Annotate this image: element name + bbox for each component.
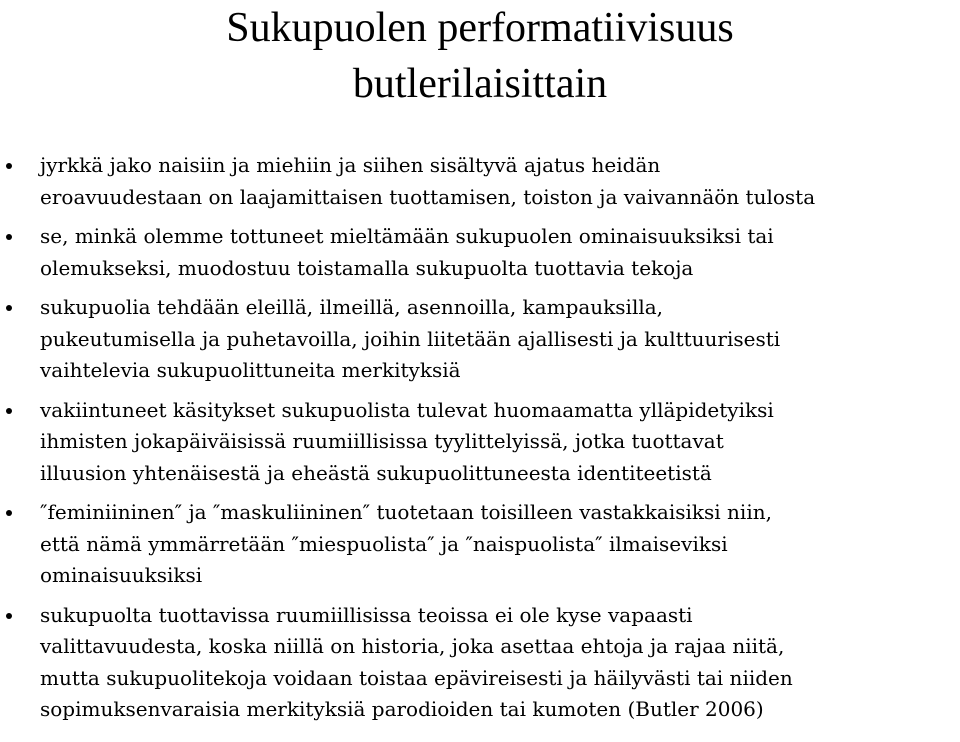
- bullet-text: [40, 497, 952, 592]
- bullet-line: valittavuudesta, koska niillä on historia, joka asettaa ehtoja ja rajaa niitä,: [40, 634, 785, 658]
- title-line-2: butlerilaisittain: [352, 61, 608, 107]
- bullet-line: sukupuolia tehdään eleillä, ilmeillä, asennoilla, kampauksilla,: [40, 295, 664, 319]
- title-line-1: Sukupuolen performatiivisuus: [226, 5, 734, 51]
- bullet-item: [0, 497, 960, 592]
- bullet-dot-icon: [6, 613, 12, 619]
- bullet-line: mutta sukupuolitekoja voidaan toistaa epävireisesti ja häilyvästi tai niiden: [40, 665, 793, 690]
- bullet-line: sukupuolta tuottavissa ruumiillisissa teoissa ei ole kyse vapaasti: [40, 602, 693, 627]
- bullet-dot-icon: [6, 408, 12, 414]
- bullet-text: [40, 395, 952, 490]
- bullet-text: [40, 150, 952, 213]
- bullet-line: eroavuudestaan on laajamittaisen tuottamisen, toiston ja vaivannäön tulosta: [40, 184, 816, 209]
- bullet-dot-icon: [6, 510, 12, 516]
- bullet-line: vaihtelevia sukupuolittuneita merkityksiä: [40, 358, 461, 382]
- bullet-line: että nämä ymmärretään ″miespuolista″ ja ″naispuolista″ ilmaiseviksi: [40, 531, 728, 556]
- bullet-list: [0, 150, 960, 734]
- bullet-dot-icon: [6, 305, 12, 311]
- bullet-line: jyrkkä jako naisiin ja miehiin ja siihen sisältyvä ajatus heidän: [40, 153, 661, 177]
- slide-title: [0, 0, 960, 112]
- bullet-dot-icon: [6, 234, 12, 240]
- bullet-line: vakiintuneet käsitykset sukupuolista tulevat huomaamatta ylläpidetyiksi: [40, 397, 774, 422]
- bullet-text: [40, 221, 952, 284]
- bullet-item: [0, 600, 960, 726]
- bullet-line: olemukseksi, muodostuu toistamalla sukupuolta tuottavia tekoja: [40, 255, 694, 280]
- bullet-item: [0, 221, 960, 284]
- bullet-line: se, minkä olemme tottuneet mieltämään sukupuolen ominaisuuksiksi tai: [40, 224, 774, 248]
- bullet-text: [40, 600, 952, 726]
- bullet-line: illuusion yhtenäisestä ja eheästä sukupuolittuneesta identiteetistä: [40, 460, 712, 485]
- bullet-item: [0, 395, 960, 490]
- bullet-line: ihmisten jokapäiväisissä ruumiillisissa tyylittelyissä, jotka tuottavat: [40, 429, 724, 453]
- bullet-item: [0, 150, 960, 213]
- bullet-item: [0, 292, 960, 387]
- bullet-line: pukeutumisella ja puhetavoilla, joihin liitetään ajallisesti ja kulttuurisesti: [40, 326, 781, 351]
- bullet-line: ″feminiininen″ ja ″maskuliininen″ tuotetaan toisilleen vastakkaisiksi niin,: [40, 500, 772, 524]
- bullet-dot-icon: [6, 163, 12, 169]
- bullet-text: [40, 292, 952, 387]
- bullet-line: sopimuksenvaraisia merkityksiä parodioiden tai kumoten (Butler 2006): [40, 697, 764, 721]
- bullet-line: ominaisuuksiksi: [40, 563, 203, 587]
